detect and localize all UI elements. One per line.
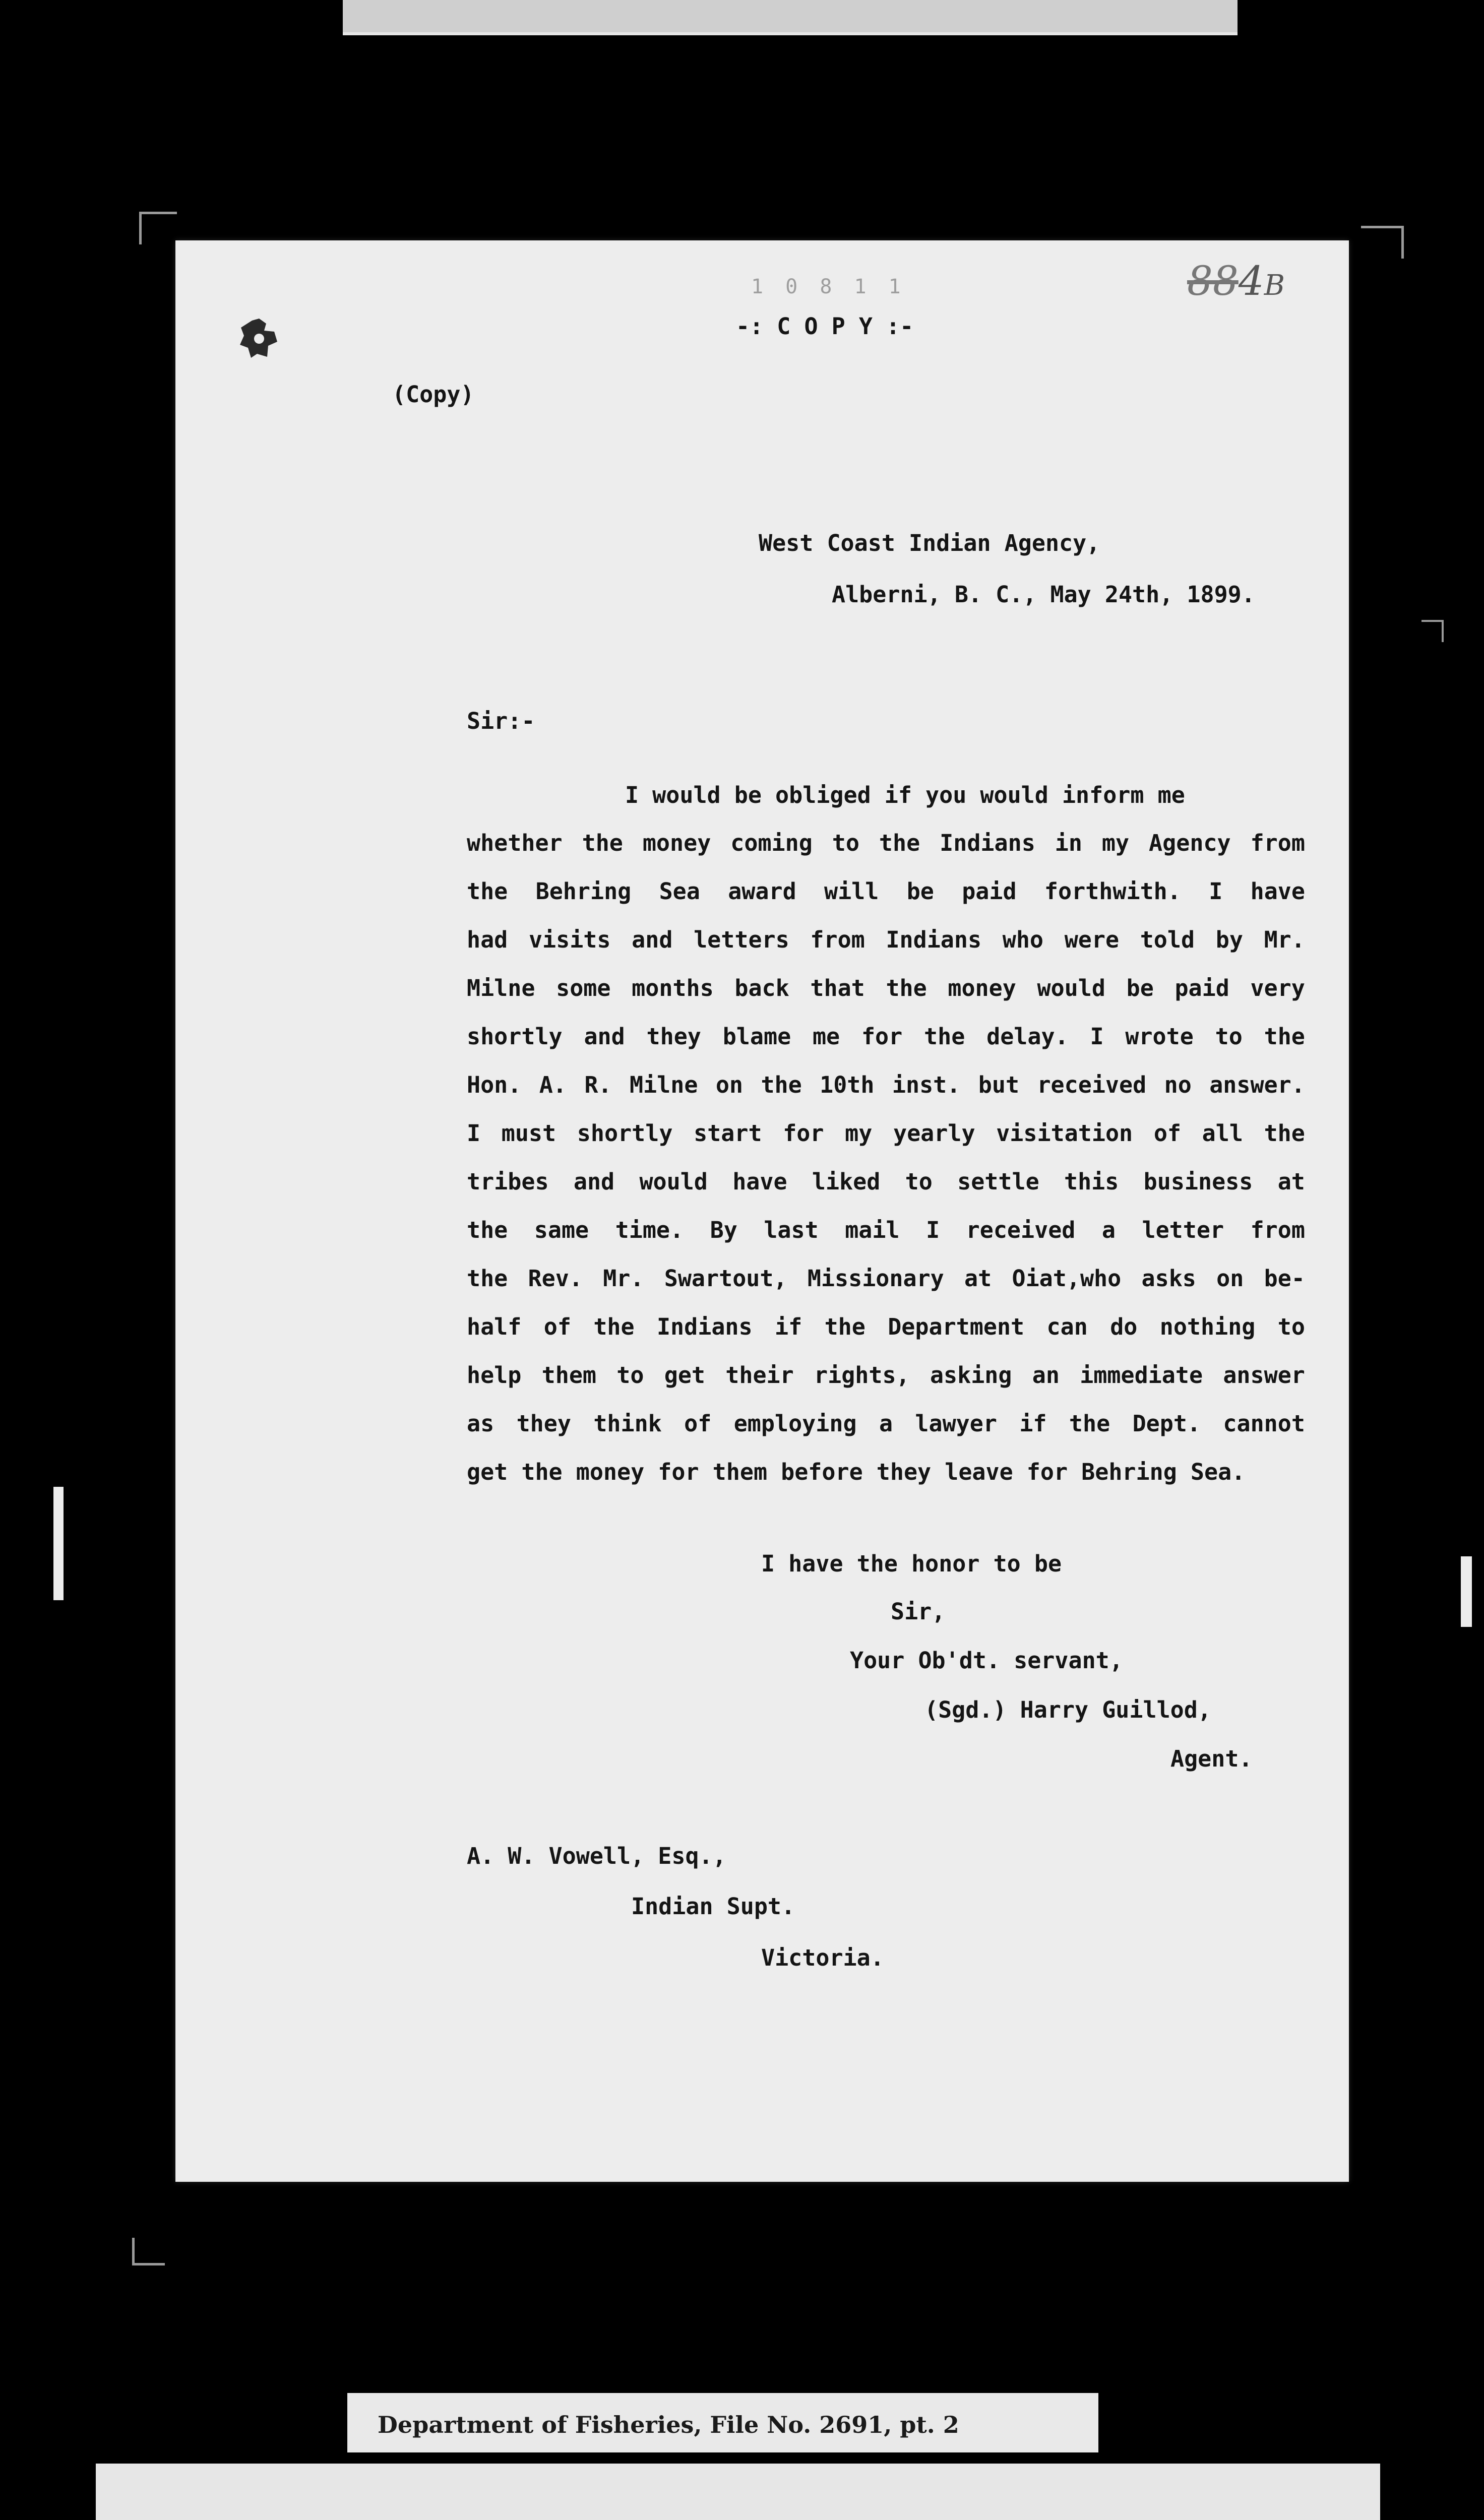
- body-word: blame: [722, 1023, 791, 1050]
- margin-bar-left: [53, 1487, 64, 1600]
- body-word: delay.: [986, 1023, 1069, 1050]
- closing-line2: Sir,: [891, 1598, 946, 1625]
- faint-stamp-number: 1 0 8 1 1: [751, 275, 906, 298]
- body-word: A.: [539, 1072, 567, 1098]
- body-word: received: [966, 1217, 1076, 1243]
- body-word: this: [1064, 1168, 1119, 1195]
- salutation: Sir:-: [467, 708, 535, 734]
- body-word: shortly: [577, 1120, 673, 1147]
- folio-suffix: B: [1264, 269, 1285, 302]
- body-word: help: [467, 1362, 522, 1389]
- body-word: wrote: [1125, 1023, 1194, 1050]
- body-word: inst.: [892, 1072, 961, 1098]
- body-word: the: [1264, 1120, 1305, 1147]
- body-word: employing: [733, 1410, 857, 1437]
- body-word: time.: [615, 1217, 684, 1243]
- body-word: must: [501, 1120, 556, 1147]
- body-word: I: [467, 1120, 481, 1147]
- body-word: last: [764, 1217, 819, 1243]
- body-word: my: [845, 1120, 873, 1147]
- body-word: the: [1264, 1023, 1305, 1050]
- ink-blot-mark: [237, 317, 280, 360]
- body-word: award: [728, 878, 796, 905]
- body-word: money: [642, 830, 711, 856]
- body-word: Mr.: [1264, 926, 1305, 953]
- sender-address-line1: West Coast Indian Agency,: [759, 530, 1100, 556]
- body-word: who: [1002, 926, 1044, 953]
- body-word: Department: [888, 1313, 1025, 1340]
- body-word: Missionary: [807, 1265, 944, 1292]
- body-word: have: [1250, 878, 1305, 905]
- body-word: Rev.: [528, 1265, 583, 1292]
- copy-heading: -: C O P Y :-: [736, 313, 914, 340]
- body-word: Agency: [1149, 830, 1231, 856]
- body-word: the: [924, 1023, 965, 1050]
- body-word: answer.: [1209, 1072, 1305, 1098]
- body-line: I would be obliged if you would inform me: [625, 782, 1185, 808]
- body-word: asking: [930, 1362, 1012, 1389]
- body-word: the: [824, 1313, 865, 1340]
- body-word: of: [543, 1313, 571, 1340]
- body-line: [467, 1364, 1305, 1387]
- body-word: settle: [957, 1168, 1039, 1195]
- body-word: Indians: [656, 1313, 753, 1340]
- crop-mark-top-right: [1361, 226, 1404, 259]
- body-word: same: [534, 1217, 589, 1243]
- body-word: from: [1250, 830, 1305, 856]
- body-word: all: [1202, 1120, 1243, 1147]
- signature-line: (Sgd.) Harry Guillod,: [924, 1696, 1211, 1723]
- body-word: as: [467, 1410, 494, 1437]
- body-word: in: [1055, 830, 1082, 856]
- body-word: be: [1126, 975, 1154, 1001]
- body-line: [467, 1074, 1305, 1096]
- top-paper-strip: [343, 0, 1238, 35]
- body-word: Indians: [886, 926, 982, 953]
- body-line: [467, 1122, 1305, 1145]
- body-word: rights,: [814, 1362, 910, 1389]
- body-word: immediate: [1080, 1362, 1203, 1389]
- body-word: get: [664, 1362, 706, 1389]
- body-word: they: [646, 1023, 701, 1050]
- body-line: [467, 977, 1305, 999]
- body-word: I: [1090, 1023, 1104, 1050]
- body-word: by: [1215, 926, 1243, 953]
- body-word: liked: [812, 1168, 881, 1195]
- body-word: at: [1277, 1168, 1305, 1195]
- recipient-line2: Indian Supt.: [631, 1893, 795, 1920]
- crop-mark-bottom-left: [132, 2238, 165, 2265]
- body-word: have: [732, 1168, 787, 1195]
- body-word: the: [467, 878, 508, 905]
- body-word: from: [810, 926, 865, 953]
- body-word: no: [1164, 1072, 1192, 1098]
- body-word: asks: [1141, 1265, 1196, 1292]
- body-word: my: [1101, 830, 1130, 856]
- body-word: think: [593, 1410, 662, 1437]
- body-word: tribes: [467, 1168, 549, 1195]
- body-word: will: [824, 878, 879, 905]
- body-word: business: [1143, 1168, 1253, 1195]
- body-word: can: [1046, 1313, 1088, 1340]
- body-word: forthwith.: [1044, 878, 1181, 905]
- body-word: if: [775, 1313, 802, 1340]
- body-word: and: [573, 1168, 615, 1195]
- body-word: an: [1032, 1362, 1060, 1389]
- folio-struck-number: 88: [1187, 258, 1239, 304]
- sender-address-line2: Alberni, B. C., May 24th, 1899.: [832, 581, 1255, 608]
- body-word: Oiat,who: [1012, 1265, 1122, 1292]
- body-word: would: [1037, 975, 1105, 1001]
- body-word: the: [886, 975, 927, 1001]
- body-word: Mr.: [603, 1265, 644, 1292]
- body-word: from: [1250, 1217, 1305, 1243]
- body-word: back: [734, 975, 789, 1001]
- crop-mark-top-left: [139, 212, 177, 244]
- margin-bar-right: [1461, 1556, 1472, 1627]
- body-word: visitation: [996, 1120, 1133, 1147]
- body-word: visits: [528, 926, 611, 953]
- body-line: [467, 1170, 1305, 1193]
- body-line: [467, 1219, 1305, 1241]
- body-line: [467, 1315, 1305, 1338]
- copy-mark: (Copy): [392, 381, 474, 408]
- body-word: if: [1019, 1410, 1047, 1437]
- body-word: letter: [1142, 1217, 1224, 1243]
- body-word: to: [832, 830, 859, 856]
- body-word: to: [616, 1362, 644, 1389]
- body-word: had: [467, 926, 508, 953]
- body-word: the: [761, 1072, 802, 1098]
- body-word: I: [926, 1217, 940, 1243]
- body-word: yearly: [893, 1120, 975, 1147]
- body-word: nothing: [1159, 1313, 1256, 1340]
- body-word: 10th: [820, 1072, 875, 1098]
- body-word: start: [694, 1120, 762, 1147]
- body-word: Milne: [467, 975, 535, 1001]
- body-word: the: [879, 830, 920, 856]
- body-line: [467, 1025, 1305, 1048]
- body-word: some: [556, 975, 611, 1001]
- body-word: half: [467, 1313, 522, 1340]
- body-word: paid: [1174, 975, 1229, 1001]
- body-word: Sea: [659, 878, 700, 905]
- body-word: Behring: [535, 878, 632, 905]
- body-word: money: [948, 975, 1016, 1001]
- body-word: be: [906, 878, 934, 905]
- body-word: cannot: [1223, 1410, 1305, 1437]
- body-word: be-: [1264, 1265, 1305, 1292]
- body-word: months: [632, 975, 714, 1001]
- folio-number: [1187, 258, 1285, 304]
- body-word: of: [1153, 1120, 1181, 1147]
- body-word: the: [467, 1217, 508, 1243]
- body-word: coming: [730, 830, 813, 856]
- body-word: the: [593, 1313, 635, 1340]
- closing-line1: I have the honor to be: [761, 1550, 1062, 1577]
- crop-mark-right-mid: [1421, 620, 1444, 642]
- body-word: R.: [584, 1072, 612, 1098]
- body-word: Indians: [940, 830, 1035, 856]
- body-word: lawyer: [915, 1410, 997, 1437]
- body-word: and: [584, 1023, 625, 1050]
- body-line: [467, 1412, 1305, 1435]
- body-line: [467, 880, 1305, 903]
- body-word: that: [810, 975, 865, 1001]
- body-line: [467, 832, 1305, 854]
- body-word: them: [541, 1362, 597, 1389]
- body-word: received: [1037, 1072, 1147, 1098]
- body-word: me: [812, 1023, 840, 1050]
- closing-line3: Your Ob'dt. servant,: [850, 1647, 1123, 1674]
- body-word: and: [632, 926, 673, 953]
- body-word: Hon.: [467, 1072, 522, 1098]
- archive-file-label: [347, 2393, 1098, 2452]
- body-word: the: [467, 1265, 508, 1292]
- body-word: the: [582, 830, 623, 856]
- file-reference: Department of Fisheries, File No. 2691, pt. 2: [378, 2411, 959, 2438]
- body-word: shortly: [467, 1023, 563, 1050]
- body-word: but: [978, 1072, 1020, 1098]
- body-word: I: [1209, 878, 1223, 905]
- body-word: to: [1215, 1023, 1243, 1050]
- body-word: Milne: [629, 1072, 698, 1098]
- body-word: for: [861, 1023, 903, 1050]
- body-word: Swartout,: [664, 1265, 787, 1292]
- body-word: paid: [962, 878, 1017, 905]
- body-word: for: [783, 1120, 824, 1147]
- folio-main-number: 4: [1238, 258, 1264, 304]
- body-word: very: [1250, 975, 1305, 1001]
- body-word: answer: [1223, 1362, 1305, 1389]
- body-word: a: [879, 1410, 893, 1437]
- body-word: of: [684, 1410, 712, 1437]
- body-word: By: [710, 1217, 737, 1243]
- body-word: a: [1101, 1217, 1116, 1243]
- archive-card: [96, 2464, 1380, 2520]
- recipient-line3: Victoria.: [761, 1944, 884, 1971]
- body-line: [467, 928, 1305, 951]
- body-word: on: [1216, 1265, 1244, 1292]
- body-word: told: [1140, 926, 1195, 953]
- body-word: whether: [467, 830, 563, 856]
- body-word: were: [1064, 926, 1120, 953]
- body-word: do: [1110, 1313, 1138, 1340]
- body-word: letters: [694, 926, 789, 953]
- body-word: at: [964, 1265, 992, 1292]
- body-word: to: [1277, 1313, 1305, 1340]
- recipient-line1: A. W. Vowell, Esq.,: [467, 1843, 726, 1869]
- body-word: to: [905, 1168, 933, 1195]
- body-word: they: [516, 1410, 571, 1437]
- signature-title: Agent.: [1170, 1745, 1253, 1772]
- body-word: on: [715, 1072, 744, 1098]
- body-word: the: [1069, 1410, 1110, 1437]
- body-line: get the money for them before they leave for Behring Sea.: [467, 1459, 1246, 1485]
- body-word: mail: [845, 1217, 900, 1243]
- body-word: Dept.: [1132, 1410, 1201, 1437]
- body-word: their: [725, 1362, 794, 1389]
- body-line: [467, 1267, 1305, 1290]
- body-word: would: [639, 1168, 708, 1195]
